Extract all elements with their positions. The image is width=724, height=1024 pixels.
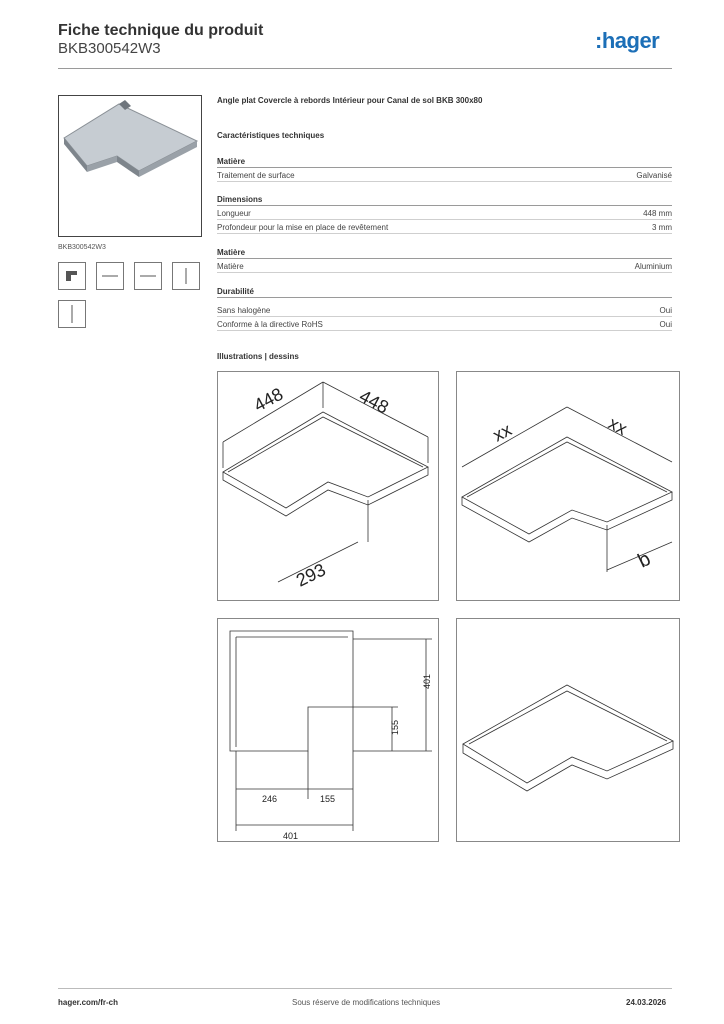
spec-row — [217, 209, 672, 220]
drawing-dimensions-xx — [456, 371, 680, 601]
dim-label: 401 — [422, 673, 432, 689]
hager-logo: :hager — [595, 28, 660, 53]
spec-value: Aluminium — [634, 262, 672, 271]
thumbnail-5[interactable] — [58, 300, 86, 328]
spec-label: Traitement de surface — [217, 171, 295, 180]
dim-label: 155 — [320, 794, 336, 804]
product-code: BKB300542W3 — [58, 40, 161, 57]
spec-value: 3 mm — [652, 223, 672, 232]
dim-label: 246 — [262, 794, 278, 804]
footer-website[interactable]: hager.com/fr-ch — [58, 998, 119, 1007]
page-title: Fiche technique du produit — [58, 22, 264, 39]
spec-value: Galvanisé — [636, 171, 672, 180]
spec-row — [217, 306, 672, 317]
dim-label: xx — [489, 419, 515, 446]
thumbnail-1[interactable] — [58, 262, 86, 290]
dim-label: b — [634, 547, 655, 573]
product-description: Angle plat Covercle à rebords Intérieur pour Canal de sol BKB 300x80 — [217, 96, 483, 105]
spec-row — [217, 262, 672, 273]
spec-label: Profondeur pour la mise en place de revêtement — [217, 223, 389, 232]
spec-label: Conforme à la directive RoHS — [217, 320, 323, 329]
spec-section-title: Matière — [217, 157, 672, 168]
dim-label: 401 — [283, 831, 299, 841]
spec-label: Matière — [217, 262, 244, 271]
spec-value: Oui — [659, 320, 672, 329]
specs-title: Caractéristiques techniques — [217, 131, 325, 140]
header-divider — [58, 68, 672, 69]
spec-label: Longueur — [217, 209, 251, 218]
product-image-ref: BKB300542W3 — [58, 244, 106, 251]
thumbnail-4[interactable] — [172, 262, 200, 290]
thumbnail-3[interactable] — [134, 262, 162, 290]
spec-value: 448 mm — [643, 209, 672, 218]
spec-row — [217, 320, 672, 331]
drawing-dimensions-448 — [217, 371, 439, 601]
spec-section-title: Dimensions — [217, 195, 672, 206]
drawing-top-view — [217, 618, 439, 842]
dim-label: xx — [605, 412, 631, 439]
drawing-perspective-view — [456, 618, 680, 842]
spec-section-title: Matière — [217, 248, 672, 259]
spec-row — [217, 223, 672, 234]
spec-label: Sans halogène — [217, 306, 271, 315]
dim-label: 155 — [390, 719, 400, 735]
dim-label: 448 — [250, 383, 287, 416]
illustrations-title: Illustrations | dessins — [217, 352, 299, 361]
spec-value: Oui — [659, 306, 672, 315]
spec-row — [217, 171, 672, 182]
footer-divider — [58, 988, 672, 989]
spec-section-title: Durabilité — [217, 287, 672, 298]
product-image — [58, 95, 202, 237]
dim-label: 293 — [292, 559, 329, 591]
footer-notice: Sous réserve de modifications techniques — [292, 998, 441, 1007]
footer-date: 24.03.2026 — [626, 998, 667, 1007]
thumbnail-2[interactable] — [96, 262, 124, 290]
dim-label: 448 — [356, 385, 393, 418]
